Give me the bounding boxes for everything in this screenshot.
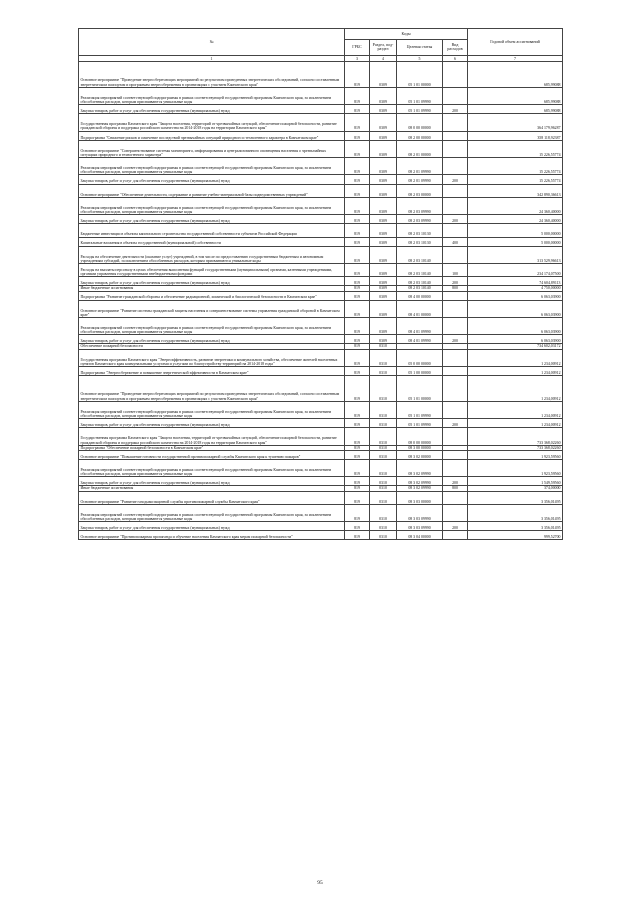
row-grbs-code: 819 (345, 140, 370, 157)
row-target-item-code: 08 2 03 09990 (397, 215, 443, 224)
row-amount: 24 360,40000 (468, 197, 563, 214)
table-row (79, 158, 563, 175)
row-target-item-code: 05 1 00 00000 (397, 367, 443, 376)
row-description: Подпрограмма "Энергосбережение и повышение энергетической эффективности в Камчатском крае" (79, 367, 345, 376)
row-amount: 6 063,03900 (468, 317, 563, 334)
row-target-item-code: 08 2 03 10140 (397, 286, 443, 291)
row-expense-type-code (443, 224, 468, 237)
row-grbs-code: 819 (345, 224, 370, 237)
row-target-item-code: 08 4 01 00000 (397, 300, 443, 317)
row-amount: 1 234,00912 (468, 367, 563, 376)
row-description: Подпрограмма "Снижение рисков и смягчение последствий чрезвычайных ситуаций природного и техногенного характера в Камчатском крае" (79, 131, 345, 140)
table-row (79, 291, 563, 300)
row-grbs-code: 819 (345, 300, 370, 317)
row-grbs-code: 819 (345, 291, 370, 300)
row-grbs-code: 819 (345, 459, 370, 476)
row-description: Государственная программа Камчатского края "Защита населения, территорий от чрезвычайных ситуаций, обеспечение пожарной безопасности, развитие гражданской обороны и поддержка российского казачества на 2014-2018 годы на территории Камчатского края" (79, 428, 345, 445)
row-target-item-code: 08 0 00 00000 (397, 114, 443, 131)
row-target-item-code: 08 2 03 09990 (397, 197, 443, 214)
row-description: Подпрограмма "Обеспечение пожарной безопасности в Камчатском крае" (79, 445, 345, 450)
row-target-item-code: 08 0 00 00000 (397, 428, 443, 445)
row-section-code: 0310 (370, 445, 397, 450)
row-target-item-code: 08 2 03 10140 (397, 246, 443, 263)
table-row (79, 335, 563, 344)
row-description: Реализация мероприятий соответствующей подпрограммы в рамках соответствующей государственной программы Камчатского края, за исключением обособленных расходов, которым присваиваются уникальные коды (79, 317, 345, 334)
row-target-item-code: 05 1 01 09990 (397, 105, 443, 114)
table-row (79, 531, 563, 540)
header-grbs: ГРБС (345, 39, 370, 55)
row-grbs-code: 819 (345, 286, 370, 291)
row-grbs-code: 819 (345, 131, 370, 140)
row-expense-type-code: 800 (443, 286, 468, 291)
row-section-code: 0310 (370, 486, 397, 491)
row-grbs-code: 819 (345, 246, 370, 263)
table-row (79, 224, 563, 237)
row-amount: 24 360,40000 (468, 215, 563, 224)
row-section-code: 0309 (370, 317, 397, 334)
row-target-item-code: 08 2 01 00000 (397, 140, 443, 157)
row-section-code: 0310 (370, 344, 397, 349)
row-grbs-code: 819 (345, 491, 370, 504)
row-expense-type-code: 200 (443, 522, 468, 531)
row-amount: 1 923,59560 (468, 459, 563, 476)
row-target-item-code: 05 1 01 00000 (397, 376, 443, 402)
row-amount: 374,00000 (468, 486, 563, 491)
row-section-code: 0309 (370, 300, 397, 317)
row-amount: 685,99088 (468, 105, 563, 114)
row-amount: 5 000,00000 (468, 224, 563, 237)
row-target-item-code: 08 2 03 10130 (397, 237, 443, 246)
row-target-item-code: 08 4 01 09990 (397, 335, 443, 344)
row-grbs-code: 819 (345, 428, 370, 445)
table-row (79, 459, 563, 476)
row-expense-type-code: 200 (443, 215, 468, 224)
header-annual-volume: Годовой объем ассигнований (468, 29, 563, 56)
row-section-code: 0309 (370, 286, 397, 291)
row-description: Закупка товаров, работ и услуг для обеспечения государственных (муниципальных) нужд (79, 522, 345, 531)
row-description: Реализация мероприятий соответствующей подпрограммы в рамках соответствующей государственной программы Камчатского края, за исключением обособленных расходов, которым присваиваются уникальные коды (79, 87, 345, 104)
row-expense-type-code (443, 291, 468, 300)
row-expense-type-code: 400 (443, 237, 468, 246)
row-grbs-code: 819 (345, 349, 370, 366)
row-description: Закупка товаров, работ и услуг для обеспечения государственных (муниципальных) нужд (79, 335, 345, 344)
row-grbs-code: 819 (345, 419, 370, 428)
row-description: Подпрограмма "Развитие гражданской обороны и обеспечение радиационной, химической и биологической безопасности в Камчатском крае" (79, 291, 345, 300)
row-amount: 15 226,55774 (468, 140, 563, 157)
table-row (79, 197, 563, 214)
row-section-code: 0310 (370, 504, 397, 521)
row-grbs-code: 819 (345, 197, 370, 214)
row-grbs-code: 819 (345, 158, 370, 175)
row-target-item-code: 08 2 00 00000 (397, 131, 443, 140)
row-description: Реализация мероприятий соответствующей подпрограммы в рамках соответствующей государственной программы Камчатского края, за исключением обособленных расходов, которым присваиваются уникальные коды (79, 504, 345, 521)
row-amount: 364 179,96287 (468, 114, 563, 131)
table-row (79, 419, 563, 428)
row-description: Бюджетные инвестиции в объекты капитального строительства государственной собственности субъектов Российской Федерации (79, 224, 345, 237)
row-description: Основное мероприятие "Развитие системы гражданской защиты населения и совершенствование системы управления гражданской обороной в Камчатском крае" (79, 300, 345, 317)
row-expense-type-code (443, 491, 468, 504)
table-row (79, 131, 563, 140)
row-grbs-code: 819 (345, 215, 370, 224)
row-target-item-code: 08 3 02 00000 (397, 450, 443, 459)
row-amount: 6 063,03900 (468, 335, 563, 344)
row-amount: 3 356,01495 (468, 522, 563, 531)
table-row (79, 140, 563, 157)
row-target-item-code: 08 3 04 00000 (397, 531, 443, 540)
row-expense-type-code (443, 504, 468, 521)
table-row (79, 300, 563, 317)
row-expense-type-code (443, 158, 468, 175)
budget-table (78, 28, 563, 540)
row-description: Закупка товаров, работ и услуг для обеспечения государственных (муниципальных) нужд (79, 105, 345, 114)
row-target-item-code: 08 2 03 10130 (397, 224, 443, 237)
row-target-item-code: 08 2 03 00000 (397, 184, 443, 197)
row-amount: 3 356,01495 (468, 504, 563, 521)
row-expense-type-code: 800 (443, 486, 468, 491)
row-section-code: 0309 (370, 105, 397, 114)
row-amount: 1 549,59560 (468, 477, 563, 486)
row-grbs-code: 819 (345, 317, 370, 334)
row-expense-type-code: 200 (443, 335, 468, 344)
row-amount: 1 234,00912 (468, 349, 563, 366)
table-row (79, 87, 563, 104)
row-grbs-code: 819 (345, 477, 370, 486)
row-description: Обеспечение пожарной безопасности (79, 344, 345, 349)
row-description: Закупка товаров, работ и услуг для обеспечения государственных (муниципальных) нужд (79, 215, 345, 224)
row-section-code: 0310 (370, 459, 397, 476)
row-section-code: 0310 (370, 531, 397, 540)
table-header (79, 29, 563, 62)
row-grbs-code: 819 (345, 401, 370, 418)
table-row (79, 215, 563, 224)
table-row (79, 376, 563, 402)
row-section-code: 0310 (370, 491, 397, 504)
row-target-item-code: 08 3 02 09990 (397, 486, 443, 491)
row-grbs-code: 819 (345, 504, 370, 521)
column-number: 5 (397, 56, 443, 62)
row-amount: 733 368,02260 (468, 445, 563, 450)
table-row (79, 491, 563, 504)
row-amount: 3 356,01495 (468, 491, 563, 504)
header-codes: Коды (345, 29, 468, 40)
row-description: Основное мероприятие "Проведение энергосберегающих мероприятий по результатам проведенных энергетических обследований, согласно составленным энергетическим паспортам и программам энергосбережения в организациях с участием Камчатского края" (79, 376, 345, 402)
row-amount: 313 529,96613 (468, 246, 563, 263)
row-section-code: 0310 (370, 450, 397, 459)
row-section-code: 0309 (370, 158, 397, 175)
row-section-code: 0309 (370, 197, 397, 214)
row-expense-type-code (443, 317, 468, 334)
row-description: Закупка товаров, работ и услуг для обеспечения государственных (муниципальных) нужд (79, 419, 345, 428)
column-number: 3 (345, 56, 370, 62)
row-expense-type-code (443, 197, 468, 214)
row-target-item-code: 08 2 01 09990 (397, 175, 443, 184)
row-description: Реализация мероприятий соответствующей подпрограммы в рамках соответствующей государственной программы Камчатского края, за исключением обособленных расходов, которым присваиваются уникальные коды (79, 197, 345, 214)
row-section-code: 0310 (370, 428, 397, 445)
table-row (79, 428, 563, 445)
row-section-code: 0309 (370, 224, 397, 237)
row-section-code: 0309 (370, 140, 397, 157)
row-amount: 685,99088 (468, 62, 563, 88)
row-amount: 1 234,00912 (468, 401, 563, 418)
row-description: Закупка товаров, работ и услуг для обеспечения государственных (муниципальных) нужд (79, 477, 345, 486)
row-amount: 733 368,02260 (468, 428, 563, 445)
row-grbs-code: 819 (345, 105, 370, 114)
row-grbs-code: 819 (345, 531, 370, 540)
row-section-code: 0309 (370, 131, 397, 140)
row-section-code: 0310 (370, 401, 397, 418)
row-amount: 6 063,03900 (468, 291, 563, 300)
table-row (79, 317, 563, 334)
row-target-item-code: 05 0 00 00000 (397, 349, 443, 366)
row-description: Государственная программа Камчатского края "Энергоэффективность, развитие энергетики и коммунального хозяйства, обеспечение жителей населенных пунктов Камчатского края коммунальными услугами и услугами по благоустройству территорий на 2014-2018 годы" (79, 349, 345, 366)
column-number: 6 (443, 56, 468, 62)
row-section-code: 0309 (370, 264, 397, 277)
row-amount: 1 923,59560 (468, 450, 563, 459)
row-target-item-code: 08 3 03 00000 (397, 491, 443, 504)
table-row (79, 401, 563, 418)
table-row (79, 175, 563, 184)
row-description: Закупка товаров, работ и услуг для обеспечения государственных (муниципальных) нужд (79, 175, 345, 184)
row-description: Основное мероприятие "Противопожарная пропаганда и обучение населения Камчатского края мерам пожарной безопасности" (79, 531, 345, 540)
table-row (79, 522, 563, 531)
row-grbs-code: 819 (345, 450, 370, 459)
row-expense-type-code: 200 (443, 175, 468, 184)
row-target-item-code: 05 1 01 09990 (397, 419, 443, 428)
row-section-code: 0309 (370, 62, 397, 88)
row-expense-type-code (443, 140, 468, 157)
row-description: Иные бюджетные ассигнования (79, 286, 345, 291)
row-grbs-code: 819 (345, 237, 370, 246)
row-amount: 15 226,55774 (468, 158, 563, 175)
row-expense-type-code: 200 (443, 105, 468, 114)
row-target-item-code: 05 1 01 09990 (397, 401, 443, 418)
column-number: 4 (370, 56, 397, 62)
row-description: Закупка товаров, работ и услуг для обеспечения государственных (муниципальных) нужд (79, 277, 345, 286)
row-description: Основное мероприятие "Повышение готовности государственной противопожарной службы Камчатского края к тушению пожаров" (79, 450, 345, 459)
row-description: Основное мероприятие "Проведение энергосберегающих мероприятий по результатам проведенных энергетических обследований, согласно составленным энергетическим паспортам и программам энергосбережения в организациях с участием Камчатского края" (79, 62, 345, 88)
row-expense-type-code (443, 246, 468, 263)
table-row (79, 504, 563, 521)
row-amount: 4 750,00000 (468, 286, 563, 291)
table-row (79, 246, 563, 263)
row-amount: 734 602,03172 (468, 344, 563, 349)
row-section-code: 0309 (370, 246, 397, 263)
row-amount: 74 604,89113 (468, 277, 563, 286)
table-row (79, 62, 563, 88)
row-grbs-code: 819 (345, 344, 370, 349)
row-section-code: 0310 (370, 419, 397, 428)
row-target-item-code: 05 1 01 09990 (397, 87, 443, 104)
row-expense-type-code (443, 376, 468, 402)
row-target-item-code: 08 3 03 09990 (397, 504, 443, 521)
table-row (79, 105, 563, 114)
row-target-item-code: 05 1 01 00000 (397, 62, 443, 88)
row-description: Иные бюджетные ассигнования (79, 486, 345, 491)
row-section-code: 0309 (370, 114, 397, 131)
row-section-code: 0310 (370, 349, 397, 366)
row-description: Основное мероприятие "Обеспечение деятельности, содержание и развитие учебно-материальной базы подведомственных учреждений" (79, 184, 345, 197)
row-grbs-code: 819 (345, 335, 370, 344)
table-row (79, 477, 563, 486)
row-section-code: 0309 (370, 291, 397, 300)
row-amount: 1 234,00912 (468, 419, 563, 428)
row-amount: 5 000,00000 (468, 237, 563, 246)
row-amount: 1 234,00912 (468, 376, 563, 402)
row-target-item-code: 08 2 03 10140 (397, 277, 443, 286)
row-section-code: 0309 (370, 277, 397, 286)
row-expense-type-code (443, 131, 468, 140)
table-row (79, 349, 563, 366)
column-number: 1 (79, 56, 345, 62)
row-target-item-code: 08 4 01 09990 (397, 317, 443, 334)
row-expense-type-code: 100 (443, 264, 468, 277)
row-target-item-code: 08 2 01 09990 (397, 158, 443, 175)
row-grbs-code: 819 (345, 367, 370, 376)
row-grbs-code: 819 (345, 175, 370, 184)
row-grbs-code: 819 (345, 376, 370, 402)
row-expense-type-code (443, 450, 468, 459)
row-description: Реализация мероприятий соответствующей подпрограммы в рамках соответствующей государственной программы Камчатского края, за исключением обособленных расходов, которым присваиваются уникальные коды (79, 158, 345, 175)
row-expense-type-code (443, 300, 468, 317)
table-row (79, 237, 563, 246)
row-amount: 685,99088 (468, 87, 563, 104)
row-amount: 6 063,03900 (468, 300, 563, 317)
column-number: 7 (468, 56, 563, 62)
row-section-code: 0310 (370, 522, 397, 531)
table-row (79, 114, 563, 131)
table-row (79, 367, 563, 376)
row-section-code: 0309 (370, 237, 397, 246)
table-row (79, 450, 563, 459)
row-section-code: 0310 (370, 367, 397, 376)
row-expense-type-code (443, 531, 468, 540)
row-grbs-code: 819 (345, 277, 370, 286)
row-description: Реализация мероприятий соответствующей подпрограммы в рамках соответствующей государственной программы Камчатского края, за исключением обособленных расходов, которым присваиваются уникальные коды (79, 401, 345, 418)
row-expense-type-code (443, 367, 468, 376)
row-section-code: 0310 (370, 376, 397, 402)
table-row (79, 264, 563, 277)
row-section-code: 0309 (370, 215, 397, 224)
row-target-item-code: 08 3 03 09990 (397, 522, 443, 531)
row-amount: 358 118,92387 (468, 131, 563, 140)
row-description: Основное мероприятие "Совершенствование системы мониторинга, информирования и централизованного оповещения населения о чрезвычайных ситуациях природного и техногенного характера" (79, 140, 345, 157)
row-expense-type-code (443, 62, 468, 88)
page-number: 95 (317, 880, 323, 886)
row-description: Основное мероприятие "Развитие газодымозащитной службы противопожарной службы Камчатского края" (79, 491, 345, 504)
row-description: Расходы на обеспечение деятельности (оказание услуг) учреждений, в том числе по предоставлению государственным бюджетным и автономным учреждениям субсидий, за исключением обособленных расходов, которым присваиваются уникальные коды (79, 246, 345, 263)
row-target-item-code: 08 4 00 00000 (397, 291, 443, 300)
row-section-code: 0310 (370, 477, 397, 486)
row-section-code: 0309 (370, 175, 397, 184)
row-expense-type-code (443, 87, 468, 104)
header-target-item: Целевая статья (397, 39, 443, 55)
row-expense-type-code (443, 459, 468, 476)
row-amount: 15 226,55774 (468, 175, 563, 184)
row-section-code: 0309 (370, 87, 397, 104)
row-grbs-code: 819 (345, 87, 370, 104)
row-expense-type-code: 200 (443, 419, 468, 428)
header-section: Раздел, под- раздел (370, 39, 397, 55)
row-section-code: 0309 (370, 184, 397, 197)
row-expense-type-code: 200 (443, 277, 468, 286)
document-page (78, 28, 562, 540)
row-grbs-code: 819 (345, 114, 370, 131)
row-expense-type-code (443, 428, 468, 445)
row-grbs-code: 819 (345, 445, 370, 450)
row-expense-type-code: 200 (443, 477, 468, 486)
row-grbs-code: 819 (345, 264, 370, 277)
row-amount: 342 890,36613 (468, 184, 563, 197)
row-target-item-code: 08 3 00 00000 (397, 445, 443, 450)
table-body (79, 62, 563, 540)
row-grbs-code: 819 (345, 184, 370, 197)
row-section-code: 0309 (370, 335, 397, 344)
header-expense-type: Вид расходов (443, 39, 468, 55)
row-grbs-code: 819 (345, 522, 370, 531)
row-expense-type-code (443, 401, 468, 418)
row-description: Расходы на выплаты персоналу в целях обеспечения выполнения функций государственными (муниципальными) органами, казенными учреждениями, органами управления государственными внебюджетными фондами (79, 264, 345, 277)
row-description: Государственная программа Камчатского края "Защита населения, территорий от чрезвычайных ситуаций, обеспечение пожарной безопасности, развитие гражданской обороны и поддержка российского казачества на 2014-2018 годы на территории Камчатского края" (79, 114, 345, 131)
row-expense-type-code (443, 349, 468, 366)
row-target-item-code: 08 3 02 09990 (397, 477, 443, 486)
row-expense-type-code (443, 184, 468, 197)
row-description: Капитальные вложения в объекты государственной (муниципальной) собственности (79, 237, 345, 246)
row-amount: 999,52700 (468, 531, 563, 540)
row-amount: 234 174,07500 (468, 264, 563, 277)
table-row (79, 184, 563, 197)
row-target-item-code: 08 3 02 09990 (397, 459, 443, 476)
row-expense-type-code (443, 114, 468, 131)
row-target-item-code: 08 2 03 10140 (397, 264, 443, 277)
header-number: № (79, 29, 345, 56)
row-description: Реализация мероприятий соответствующей подпрограммы в рамках соответствующей государственной программы Камчатского края, за исключением обособленных расходов, которым присваиваются уникальные коды (79, 459, 345, 476)
row-grbs-code: 819 (345, 62, 370, 88)
table-row (79, 277, 563, 286)
row-grbs-code: 819 (345, 486, 370, 491)
